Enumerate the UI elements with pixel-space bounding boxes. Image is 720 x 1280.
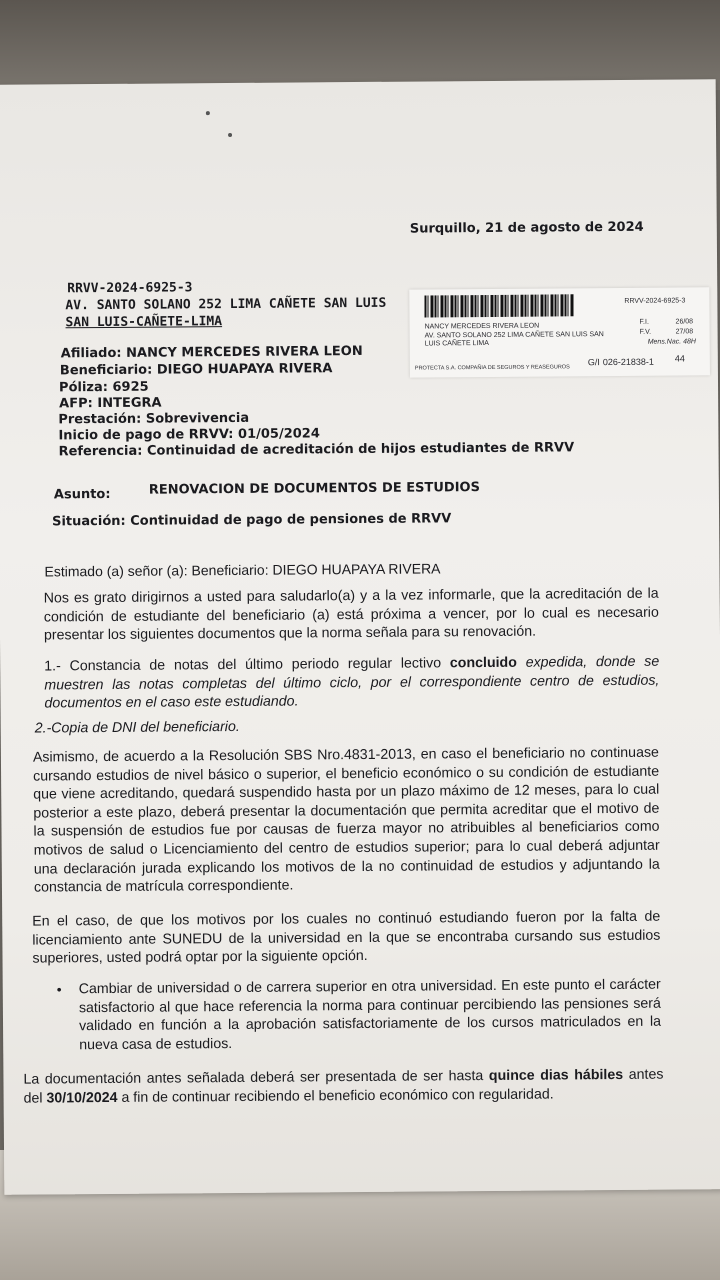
stamp-address-1: AV. SANTO SOLANO 252 LIMA CAÑETE SAN LUIS SAN <box>424 331 604 340</box>
intro-paragraph: Nos es grato dirigirnos a usted para saludarlo(a) y a la vez informarle, que la acreditación de la condición de estudiante del beneficiario (a) está próxima a vencer, por lo cual es necesario presentar los siguientes documentos que la norma señala para su renovación. <box>43 585 659 644</box>
place-date: Surquillo, 21 de agosto de 2024 <box>409 219 644 237</box>
item-1-text-b: expedida, donde se muestren las notas completas del último ciclo, por el correspondiente centro de estudios, documentos en el caso este estudiando. <box>44 653 660 712</box>
beneficiario: Beneficiario: DIEGO HUAPAYA RIVERA <box>59 361 333 379</box>
stamp-company: PROTECTA S.A. COMPAÑIA DE SEGUROS Y REASEGUROS <box>414 364 570 372</box>
stamp-fi-value: 26/08 <box>675 318 694 326</box>
item-1-bold: concluido <box>449 654 517 672</box>
item-1-text-a: 1.- Constancia de notas del último periodo regular lectivo <box>44 655 450 675</box>
asunto-label: Asunto: <box>53 486 111 503</box>
poliza: Póliza: 6925 <box>58 379 149 396</box>
greeting: Estimado (a) señor (a): Beneficiario: DIEGO HUAPAYA RIVERA <box>44 560 441 580</box>
address-line-2: SAN LUIS-CAÑETE-LIMA <box>65 314 223 331</box>
address-line-1: AV. SANTO SOLANO 252 LIMA CAÑETE SAN LUIS <box>65 295 387 314</box>
stamp-fi-label: F.I. <box>639 318 649 326</box>
stamp-mens: Mens.Nac. 48H <box>647 338 696 346</box>
letter-page <box>0 79 720 1195</box>
barcode-icon <box>424 294 574 317</box>
stamp-name: NANCY MERCEDES RIVERA LEON <box>424 322 540 331</box>
paper-speck <box>206 111 210 115</box>
closing-text-1: La documentación antes señalada deberá ser presentada de ser hasta <box>23 1068 489 1088</box>
closing-text-3: a fin de continuar recibiendo el beneficio económico con regularidad. <box>117 1086 554 1106</box>
stamp-gi-label: G/I <box>587 357 600 368</box>
afp: AFP: INTEGRA <box>59 395 162 412</box>
item-2: 2.-Copia de DNI del beneficiario. <box>34 718 240 737</box>
asunto-value: RENOVACION DE DOCUMENTOS DE ESTUDIOS <box>148 480 480 498</box>
afiliado: Afiliado: NANCY MERCEDES RIVERA LEON <box>60 343 363 362</box>
closing-deadline-date: 30/10/2024 <box>46 1089 118 1107</box>
stamp-fv-value: 27/08 <box>675 328 694 336</box>
bullet-text: Cambiar de universidad o de carrera superior en otra universidad. En este punto el carácter satisfactorio al que hace referencia la norma para continuar percibiendo las pensiones será validado en función a la aprobación satisfactoriamente de los cursos matriculados en la nueva casa de estudios. <box>78 976 662 1053</box>
prestacion: Prestación: Sobrevivencia <box>58 410 250 428</box>
item-1 <box>44 653 659 714</box>
closing-deadline-days: quince dias hábiles <box>488 1066 624 1085</box>
en-caso-paragraph: En el caso, de que los motivos por los cuales no continuó estudiando fueron por la falta de licenciamiento ante SUNEDU de la universidad en la que se encontraba cursando sus estudios superiores, usted podrá optar por la siguiente opción. <box>32 908 661 967</box>
situacion: Situación: Continuidad de pago de pensiones de RRVV <box>52 511 452 530</box>
bullet-icon: • <box>56 981 62 998</box>
referencia: Referencia: Continuidad de acreditación de hijos estudiantes de RRVV <box>58 440 575 460</box>
stamp-code: RRVV-2024-6925-3 <box>624 297 686 305</box>
stamp-address-2: LUIS CAÑETE LIMA <box>424 339 489 348</box>
label-stamp <box>409 287 710 377</box>
stamp-gi-value: 026-21838-1 <box>602 356 654 368</box>
stamp-fv-label: F.V. <box>639 328 652 336</box>
background-top <box>0 0 720 90</box>
reference-code: RRVV-2024-6925-3 <box>67 280 193 297</box>
bullet-item <box>56 976 662 1055</box>
closing-paragraph <box>23 1066 663 1108</box>
stamp-gi-count: 44 <box>674 353 685 364</box>
closing-text-2: antes del <box>23 1066 664 1107</box>
asimismo-paragraph: Asimismo, de acuerdo a la Resolución SBS Nro.4831-2013, en caso el beneficiario no continuase cursando estudios de nivel básico o superior, el beneficio económico o su condición de estudiante que viene acreditando, quedará suspendido hasta por un plazo máximo de 12 meses, para lo cual posterior a este plazo, deberá presentar la documentación que permita acreditar que el motivo de la suspensión de estudios fue por causas de fuerza mayor no atribuibles al beneficiarios como motivos de salud o Licenciamiento del centro de estudios superior; para lo cual deberá adjuntar una declaración jurada explicando los motivos de la no continuidad de estudios y adjuntando la constancia de matrícula correspondiente. <box>32 744 660 896</box>
paper-speck <box>228 133 232 137</box>
inicio-pago: Inicio de pago de RRVV: 01/05/2024 <box>58 426 320 444</box>
